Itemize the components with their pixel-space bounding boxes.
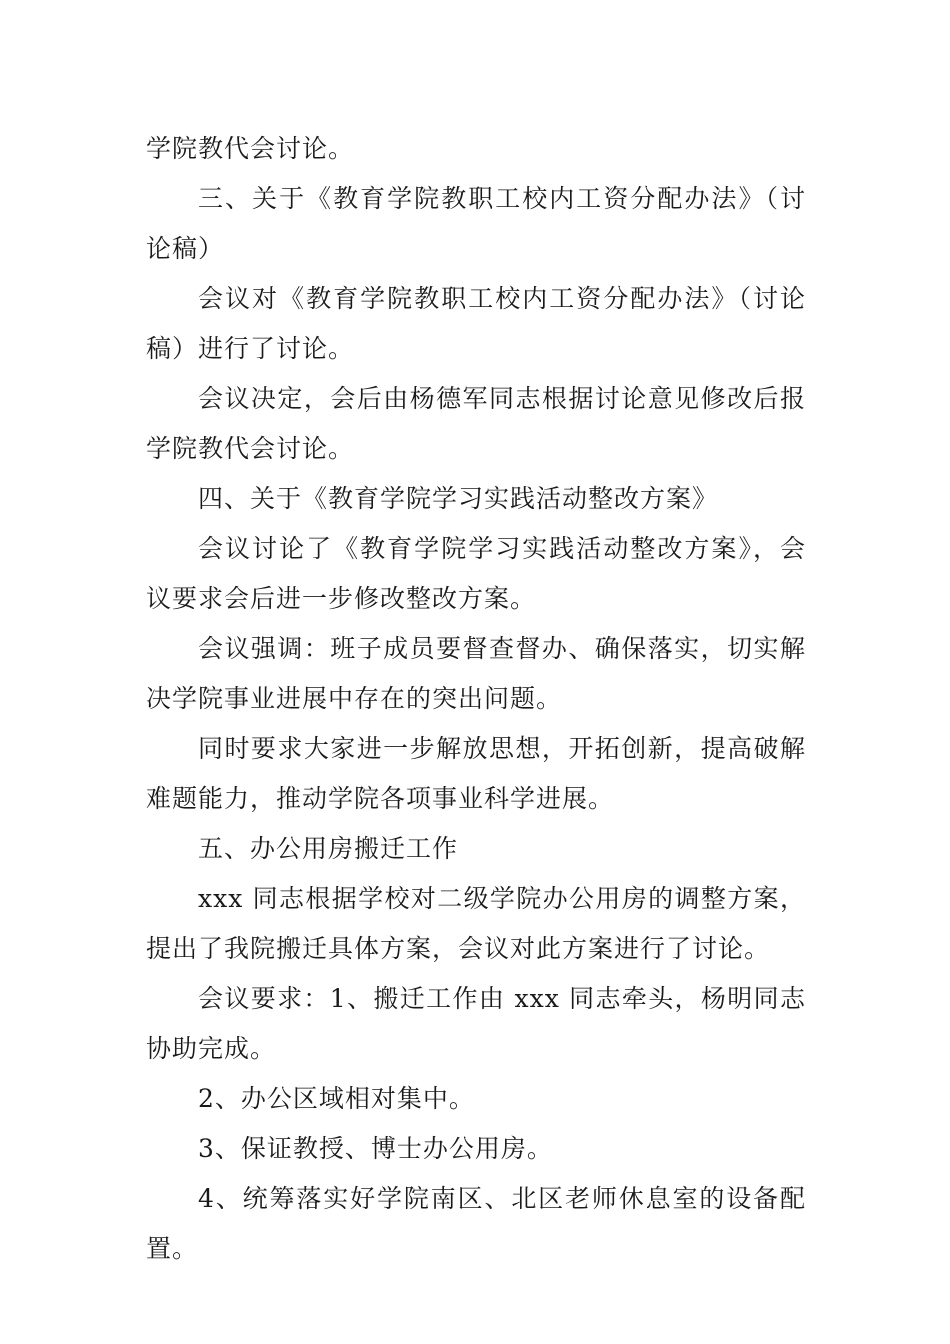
document-body xyxy=(146,124,806,1274)
list-item: 3、保证教授、博士办公用房。 xyxy=(198,1134,553,1163)
paragraph: 学院教代会讨论。 xyxy=(146,134,355,163)
paragraph: 会议要求：1、搬迁工作由 xxx 同志牵头，杨明同志协助完成。 xyxy=(146,984,806,1063)
section-heading-5: 五、办公用房搬迁工作 xyxy=(198,834,459,863)
paragraph: 同时要求大家进一步解放思想，开拓创新，提高破解难题能力，推动学院各项事业科学进展。 xyxy=(146,734,806,813)
paragraph: xxx 同志根据学校对二级学院办公用房的调整方案，提出了我院搬迁具体方案，会议对此方案进行了讨论。 xyxy=(146,884,806,963)
paragraph: 会议强调：班子成员要督查督办、确保落实，切实解决学院事业进展中存在的突出问题。 xyxy=(146,634,806,713)
paragraph: 会议讨论了《教育学院学习实践活动整改方案》，会议要求会后进一步修改整改方案。 xyxy=(146,534,806,613)
list-item: 4、统筹落实好学院南区、北区老师休息室的设备配置。 xyxy=(146,1184,806,1263)
list-item: 2、办公区域相对集中。 xyxy=(198,1084,475,1113)
paragraph: 会议决定，会后由杨德军同志根据讨论意见修改后报学院教代会讨论。 xyxy=(146,384,806,463)
section-heading-3: 三、关于《教育学院教职工校内工资分配办法》（讨论稿） xyxy=(146,184,806,263)
paragraph: 会议对《教育学院教职工校内工资分配办法》（讨论稿）进行了讨论。 xyxy=(146,284,806,363)
section-heading-4: 四、关于《教育学院学习实践活动整改方案》 xyxy=(198,484,719,513)
